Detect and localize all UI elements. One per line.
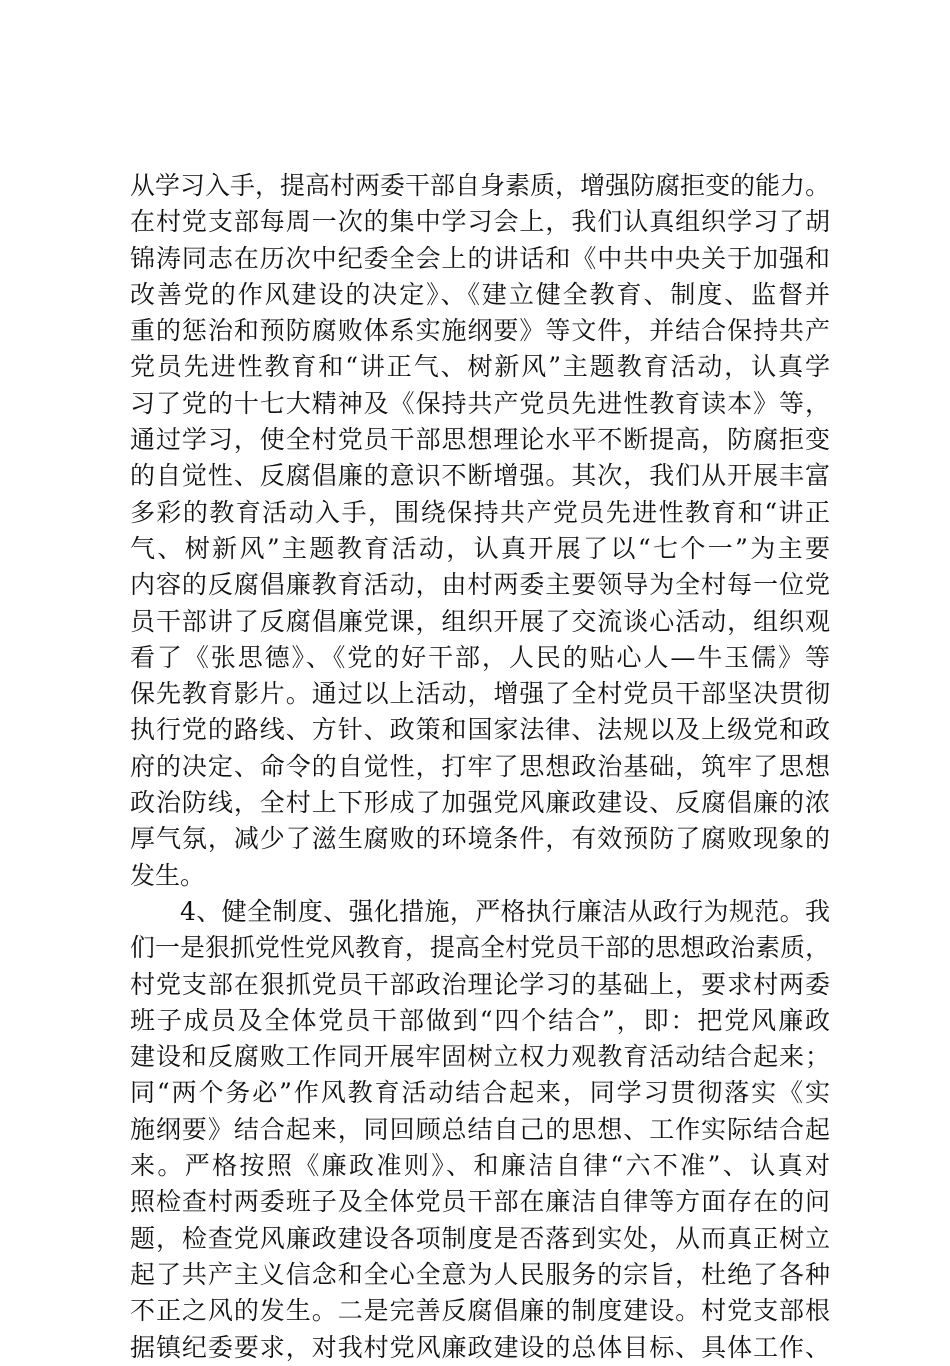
- text-line: 习了党的十七大精神及《保持共产党员先进性教育读本》等，: [130, 388, 830, 418]
- text-line: 们一是狠抓党性党风教育，提高全村党员干部的思想政治素质，: [130, 933, 830, 963]
- text-line: 党员先进性教育和“讲正气、树新风”主题教育活动，认真学: [130, 352, 830, 382]
- text-line: 照检查村两委班子及全体党员干部在廉洁自律等方面存在的问: [130, 1187, 830, 1217]
- text-line: 据镇纪委要求，对我村党风廉政建设的总体目标、具体工作、: [130, 1332, 830, 1362]
- text-line: 题，检查党风廉政建设各项制度是否落到实处，从而真正树立: [130, 1223, 830, 1253]
- text-line: 的自觉性、反腐倡廉的意识不断增强。其次，我们从开展丰富: [130, 461, 830, 491]
- text-line: 在村党支部每周一次的集中学习会上，我们认真组织学习了胡: [130, 207, 830, 237]
- text-line: 同“两个务必”作风教育活动结合起来，同学习贯彻落实《实: [130, 1078, 830, 1108]
- text-line: 改善党的作风建设的决定》、《建立健全教育、制度、监督并: [130, 279, 830, 309]
- body-text: [130, 168, 830, 1366]
- text-line: 保先教育影片。通过以上活动，增强了全村党员干部坚决贯彻: [130, 679, 830, 709]
- text-line: 起了共产主义信念和全心全意为人民服务的宗旨，杜绝了各种: [130, 1259, 830, 1289]
- text-line: 施纲要》结合起来，同回顾总结自己的思想、工作实际结合起: [130, 1114, 830, 1144]
- text-line: 班子成员及全体党员干部做到“四个结合”，即：把党风廉政: [130, 1005, 830, 1035]
- text-line: 发生。: [130, 860, 206, 890]
- text-line: 气、树新风”主题教育活动，认真开展了以“七个一”为主要: [130, 533, 830, 563]
- text-line: 员干部讲了反腐倡廉党课，组织开展了交流谈心活动，组织观: [130, 606, 830, 636]
- paragraph-start-line: 4、健全制度、强化措施，严格执行廉洁从政行为规范。我: [180, 896, 830, 926]
- text-line: 内容的反腐倡廉教育活动，由村两委主要领导为全村每一位党: [130, 570, 830, 600]
- text-line: 锦涛同志在历次中纪委全会上的讲话和《中共中央关于加强和: [130, 243, 830, 273]
- text-line: 重的惩治和预防腐败体系实施纲要》等文件，并结合保持共产: [130, 316, 830, 346]
- text-line: 来。严格按照《廉政准则》、和廉洁自律“六不准”、认真对: [130, 1151, 830, 1181]
- text-line: 看了《张思德》、《党的好干部，人民的贴心人—牛玉儒》等: [130, 642, 830, 672]
- text-line: 不正之风的发生。二是完善反腐倡廉的制度建设。村党支部根: [130, 1296, 830, 1326]
- text-line: 从学习入手，提高村两委干部自身素质，增强防腐拒变的能力。: [130, 171, 830, 200]
- text-line: 府的决定、命令的自觉性，打牢了思想政治基础，筑牢了思想: [130, 751, 830, 781]
- text-line: 通过学习，使全村党员干部思想理论水平不断提高，防腐拒变: [130, 425, 830, 455]
- text-line: 厚气氛，减少了滋生腐败的环境条件，有效预防了腐败现象的: [130, 824, 830, 854]
- text-line: 建设和反腐败工作同开展牢固树立权力观教育活动结合起来；: [130, 1042, 830, 1072]
- text-line: 村党支部在狠抓党员干部政治理论学习的基础上，要求村两委: [130, 969, 830, 999]
- text-line: 政治防线，全村上下形成了加强党风廉政建设、反腐倡廉的浓: [130, 788, 830, 818]
- text-line: 多彩的教育活动入手，围绕保持共产党员先进性教育和“讲正: [130, 497, 830, 527]
- text-line: 执行党的路线、方针、政策和国家法律、法规以及上级党和政: [130, 715, 830, 745]
